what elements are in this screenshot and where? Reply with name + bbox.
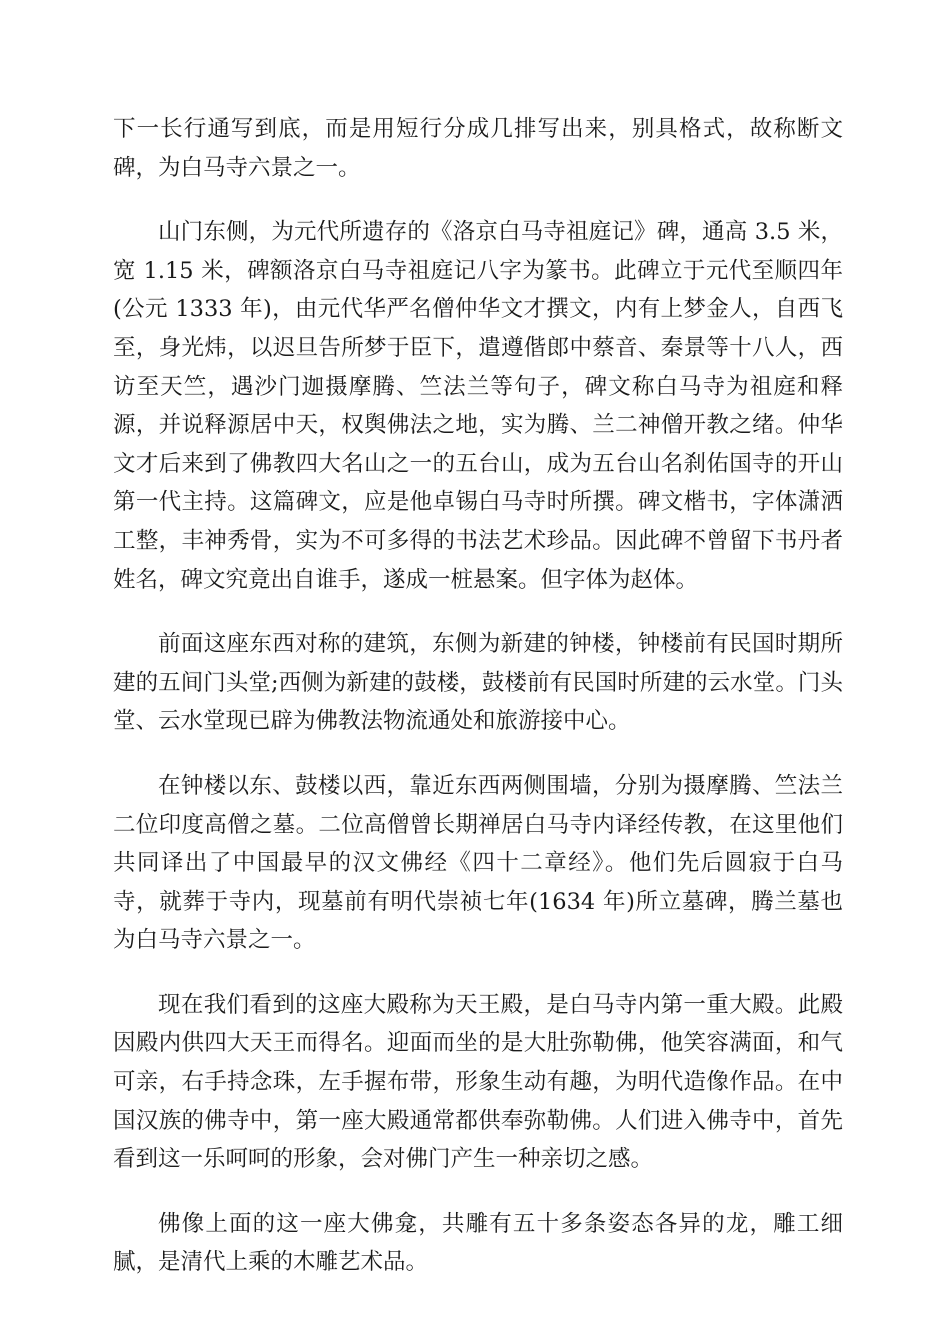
paragraph-3: 前面这座东西对称的建筑，东侧为新建的钟楼，钟楼前有民国时期所建的五间门头堂;西侧为新建的鼓楼，鼓楼前有民国时所建的云水堂。门头堂、云水堂现已辟为佛教法物流通处和旅游接中心。 — [113, 631, 843, 735]
paragraph-6: 佛像上面的这一座大佛龛，共雕有五十多条姿态各异的龙，雕工细腻，是清代上乘的木雕艺术品。 — [113, 1210, 843, 1276]
paragraph-5: 现在我们看到的这座大殿称为天王殿，是白马寺内第一重大殿。此殿因殿内供四大天王而得名。迎面而坐的是大肚弥勒佛，他笑容满面，和气可亲，右手持念珠，左手握布带，形象生动有趣，为明代造像作品。在中国汉族的佛寺中，第一座大殿通常都供奉弥勒佛。人们进入佛寺中，首先看到这一乐呵呵的形象，会对佛门产生一种亲切之感。 — [113, 991, 843, 1173]
paragraph-2: 山门东侧，为元代所遗存的《洛京白马寺祖庭记》碑，通高 3.5 米，宽 1.15 米，碑额洛京白马寺祖庭记八字为篆书。此碑立于元代至顺四年(公元 1333 年)，由元代华严名僧仲华文才撰文，内有上梦金人，自西飞至，身光炜，以迟旦告所梦于臣下，遣遵偕郎中蔡音、秦景等十八人，西访至天竺，遇沙门迦摄摩腾、竺法兰等句子，碑文称白马寺为祖庭和释源，并说释源居中天，权舆佛法之地，实为腾、兰二神僧开教之绪。仲华文才后来到了佛教四大名山之一的五台山，成为五台山名刹佑国寺的开山第一代主持。这篇碑文，应是他卓锡白马寺时所撰。碑文楷书，字体潇洒工整，丰神秀骨，实为不可多得的书法艺术珍品。因此碑不曾留下书丹者姓名，碑文究竟出自谁手，遂成一桩悬案。但字体为赵体。 — [113, 219, 843, 593]
paragraph-1: 下一长行通写到底，而是用短行分成几排写出来，别具格式，故称断文碑，为白马寺六景之一。 — [113, 116, 843, 181]
paragraph-4: 在钟楼以东、鼓楼以西，靠近东西两侧围墙，分别为摄摩腾、竺法兰二位印度高僧之墓。二位高僧曾长期禅居白马寺内译经传教，在这里他们共同译出了中国最早的汉文佛经《四十二章经》。他们先后圆寂于白马寺，就葬于寺内，现墓前有明代崇祯七年(1634 年)所立墓碑，腾兰墓也为白马寺六景之一。 — [113, 772, 843, 954]
document-body — [113, 110, 843, 1308]
